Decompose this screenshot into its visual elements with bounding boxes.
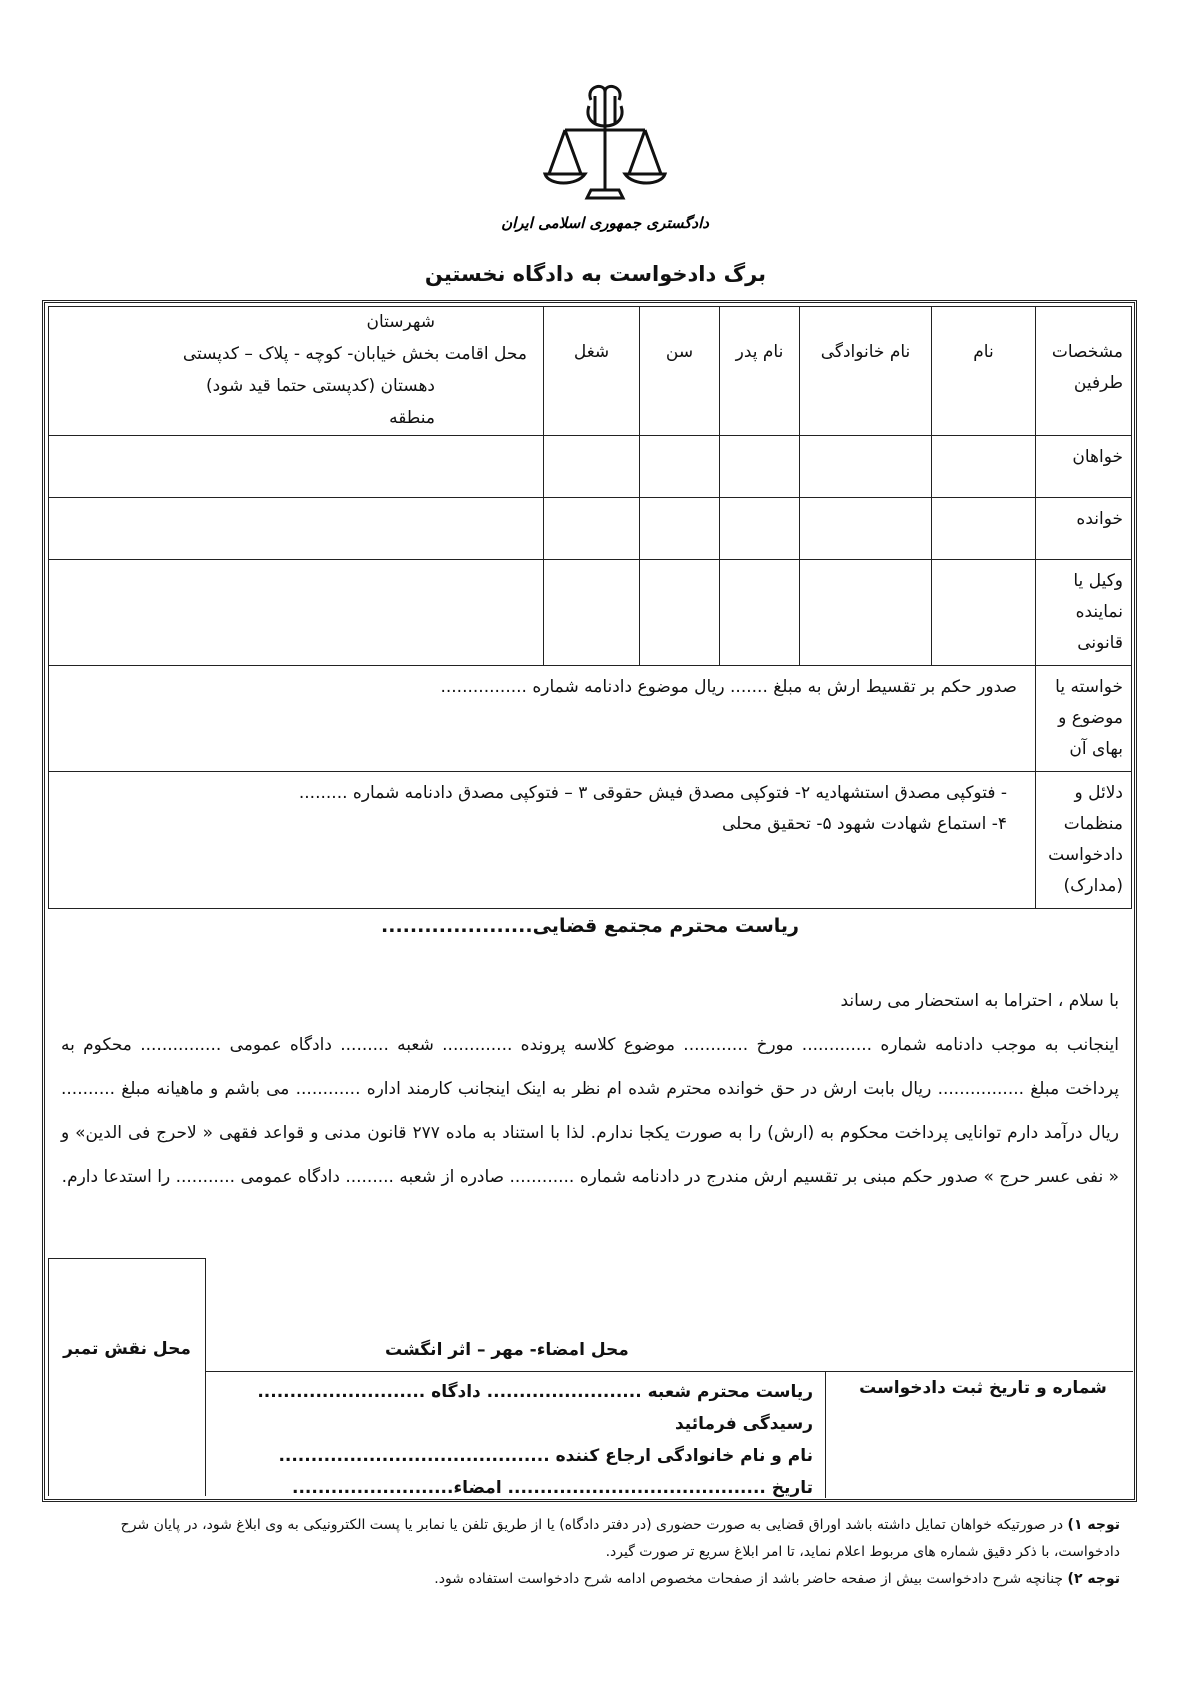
stamp-place-label: محل نقش تمبر <box>63 1339 191 1359</box>
residence-city-label: شهرستان <box>366 312 435 332</box>
residence-sub-label: دهستان (کدپستی حتما قید شود) <box>205 376 435 396</box>
defendant-job-cell[interactable] <box>544 498 640 560</box>
referral-line-3: تاریخ ........................................ امضاء......................... <box>292 1478 813 1498</box>
lawyer-age-cell[interactable] <box>640 560 720 666</box>
referral-block <box>213 1376 813 1504</box>
lawyer-father-cell[interactable] <box>720 560 800 666</box>
header-job: شغل <box>544 307 640 436</box>
header-name: نام <box>932 307 1036 436</box>
signature-place-label: محل امضاء- مهر – اثر انگشت <box>385 1340 629 1360</box>
defendant-residence-cell[interactable] <box>49 498 544 560</box>
defendant-age-cell[interactable] <box>640 498 720 560</box>
footnotes <box>72 1512 1120 1593</box>
claim-label: خواسته یا موضوع و بهای آن <box>1036 666 1132 772</box>
row-plaintiff-label: خواهان <box>1036 436 1132 498</box>
note-1-label: توجه ۱) <box>1067 1517 1120 1533</box>
defendant-row <box>49 498 1132 560</box>
petition-letter <box>55 911 1125 1199</box>
judiciary-emblem-icon <box>501 78 709 253</box>
header-family-name: نام خانوادگی <box>800 307 932 436</box>
row-lawyer-label: وکیل یا نماینده قانونی <box>1036 560 1132 666</box>
letter-body-text: اینجانب به موجب دادنامه شماره ............. مورخ ............ موضوع کلاسه پرونده ............. شعبه ......... دادگاه عمومی ............... محکوم به پرداخت مبلغ ................ ریال بابت ارش در حق خوانده محترم شده ام نظر به اینک اینجانب کارمند اداره ............ می باشم و ماهیانه مبلغ .......... ریال درآمد دارم توانایی پرداخت محکوم به (ارش) را به صورت یکجا ندارم. لذا با استناد به ماده ۲۷۷ قانون مدنی و قواعد فقهی « لاحرج فی الدین» و « نفی عسر حرج » صدور حکم مبنی بر تقسیم ارش مندرج در دادنامه شماره ............ صادره از شعبه ......... دادگاه عمومی ........... را استدعا دارم. <box>61 1035 1119 1187</box>
note-2-label: توجه ۲) <box>1067 1571 1120 1587</box>
evidence-list <box>49 772 1036 909</box>
note-1 <box>72 1512 1120 1566</box>
registration-label: شماره و تاریخ ثبت دادخواست <box>859 1378 1107 1398</box>
header-specs: مشخصات طرفین <box>1036 307 1132 436</box>
plaintiff-father-cell[interactable] <box>720 436 800 498</box>
defendant-name-cell[interactable] <box>932 498 1036 560</box>
lawyer-name-cell[interactable] <box>932 560 1036 666</box>
referral-line-2: نام و نام خانوادگی ارجاع کننده .......................................... <box>278 1446 813 1466</box>
header-residence <box>49 307 544 436</box>
lawyer-residence-cell[interactable] <box>49 560 544 666</box>
note-1-text: در صورتیکه خواهان تمایل داشته باشد اوراق قضایی به صورت حضوری (در دفتر دادگاه) یا از طریق تلفن یا نمابر یا پست الکترونیکی به وی ابلاغ شود، در پایان شرح دادخواست، با ذکر دقیق شماره های مربوط اعلام نماید، تا امر ابلاغ سریع تر صورت گیرد. <box>120 1517 1120 1560</box>
stamp-box <box>48 1258 206 1496</box>
office-divider <box>825 1372 826 1498</box>
residence-main-label: محل اقامت بخش خیابان- کوچه - پلاک – کدپستی <box>182 344 527 364</box>
evidence-label: دلائل و منظمات دادخواست (مدارک) <box>1036 772 1132 909</box>
row-defendant-label: خوانده <box>1036 498 1132 560</box>
plaintiff-name-cell[interactable] <box>932 436 1036 498</box>
emblem-caption: دادگستری جمهوری اسلامی ایران <box>501 214 709 232</box>
referral-line-1: ریاست محترم شعبه ........................ دادگاه .......................... رسیدگی فرمائید <box>257 1382 813 1434</box>
defendant-father-cell[interactable] <box>720 498 800 560</box>
lawyer-job-cell[interactable] <box>544 560 640 666</box>
plaintiff-job-cell[interactable] <box>544 436 640 498</box>
residence-region-label: منطقه <box>389 408 435 428</box>
plaintiff-row <box>49 436 1132 498</box>
plaintiff-family-cell[interactable] <box>800 436 932 498</box>
petition-form <box>42 300 1137 1502</box>
office-section <box>205 1371 1133 1498</box>
letter-greeting: با سلام ، احتراما به استحضار می رساند <box>840 991 1119 1011</box>
letter-heading: ریاست محترم مجتمع قضایی..................... <box>381 915 799 937</box>
defendant-family-cell[interactable] <box>800 498 932 560</box>
note-2-text: چنانچه شرح دادخواست بیش از صفحه حاضر باشد از صفحات مخصوص ادامه شرح دادخواست استفاده شود. <box>434 1571 1068 1587</box>
plaintiff-residence-cell[interactable] <box>49 436 544 498</box>
lawyer-row <box>49 560 1132 666</box>
header-age: سن <box>640 307 720 436</box>
claim-row <box>49 666 1132 772</box>
note-2 <box>72 1566 1120 1593</box>
claim-text: صدور حکم بر تقسیط ارش به مبلغ ....... ریال موضوع دادنامه شماره ................ <box>49 666 1036 772</box>
parties-table <box>48 306 1132 909</box>
form-title: برگ دادخواست به دادگاه نخستین <box>424 262 767 286</box>
evidence-line-1: - فتوکپی مصدق استشهادیه ۲- فتوکپی مصدق فیش حقوقی ۳ – فتوکپی مصدق دادنامه شماره ......... <box>298 783 1007 803</box>
plaintiff-age-cell[interactable] <box>640 436 720 498</box>
lawyer-family-cell[interactable] <box>800 560 932 666</box>
evidence-line-2: ۴- استماع شهادت شهود ۵- تحقیق محلی <box>722 814 1007 834</box>
evidence-row <box>49 772 1132 909</box>
header-father-name: نام پدر <box>720 307 800 436</box>
